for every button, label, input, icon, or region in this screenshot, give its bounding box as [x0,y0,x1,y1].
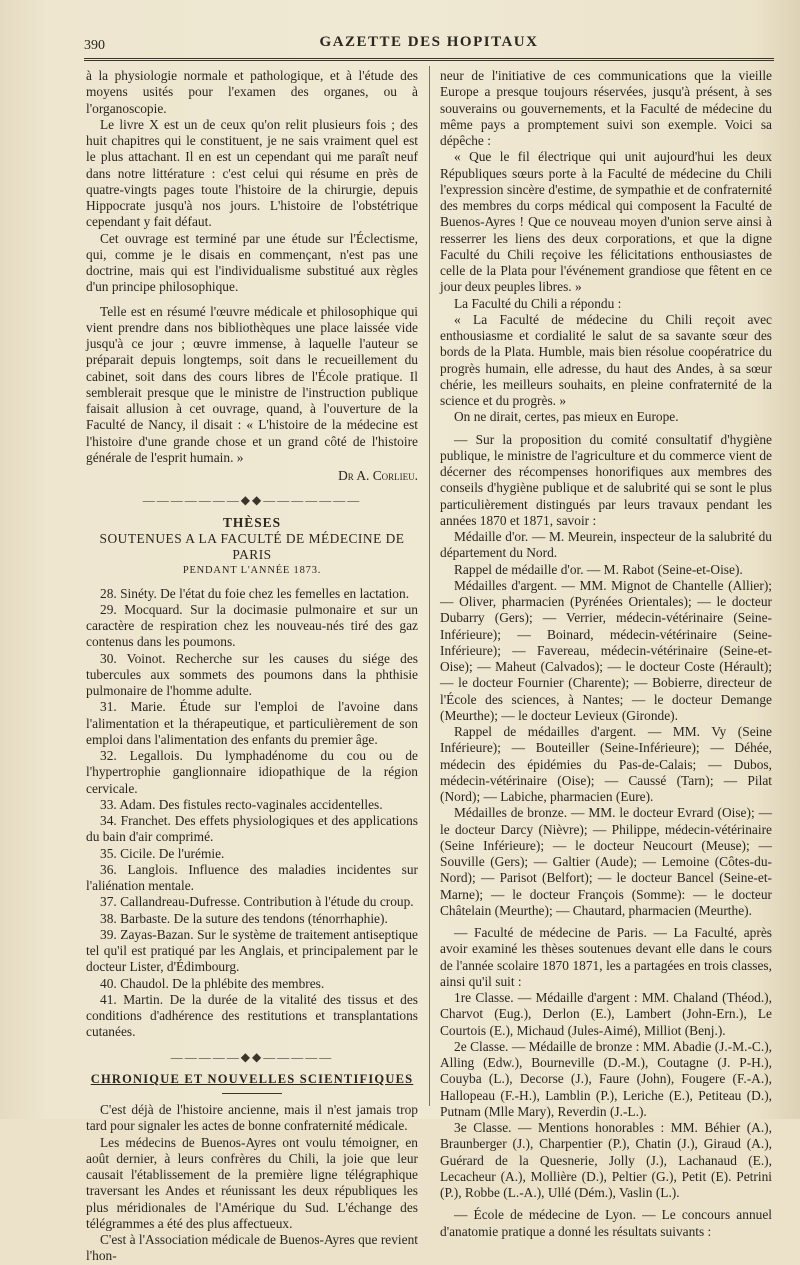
list-item: 30. Voinot. Recherche sur les causes du siége des tubercules aux sommets des poumons dans la phthisie pulmonaire de l'homme adulte. [86,650,418,698]
paragraph: Cet ouvrage est terminé par une étude sur l'Éclectisme, qui, comme je le disais en commençant, n'est pas une doctrine, mais qui est l'individualisme substitué aux règles d'un principe philosophique. [86,230,418,295]
list-item: 32. Legallois. Du lymphadénome du cou ou de l'hypertrophie ganglionnaire idiopathique de la région cervicale. [86,748,418,796]
page-header [84,30,774,61]
article-signature: Dr A. Corlieu. [338,468,418,483]
theses-period: PENDANT L'ANNÉE 1873. [182,565,322,577]
list-item: 28. Sinéty. De l'état du foie chez les femelles en lactation. [100,585,410,601]
page-number: 390 [84,38,105,53]
list-item: 31. Marie. Étude sur l'emploi de l'avoine dans l'alimentation et la thérapeutique, et particulièrement de son emploi dans l'alimentation des enfants du premier âge. [86,699,418,747]
award-entry: Médailles d'argent. — MM. Mignot de Chantelle (Allier); — Oliver, pharmacien (Pyrénées Orientales); — le docteur Dubarry (Gers); — Verrier, médecin-vétérinaire (Seine-Inférieure); — Boinard, médecin-vétérinaire (Seine-Inférieure); — Favereau, médecin-vétérinaire (Seine-et-Oise); — Maheut (Calvados); — le docteur Coste (Hérault); — le docteur Fournier (Charente); — Bobierre, directeur de l'École des sciences, à Nantes; — le docteur Demange (Meurthe); — le docteur Levieux (Gironde). [440,577,772,723]
award-entry: Rappel de médaille d'or. — M. Rabot (Seine-et-Oise). [454,561,743,577]
paragraph: Telle est en résumé l'œuvre médicale et philosophique qui vient prendre dans nos bibliothèques une place laissée vide jusqu'à ce jour ; œuvre immense, à laquelle l'auteur se préparait depuis longtemps, soit dans le recueillement du cabinet, soit dans des cours libres de l'École pratique. Il semblerait presque que le ministre de l'instruction publique faisait allusion à cet ouvrage, quand, à l'ouverture de la Faculté de Nancy, il disait : « L'histoire de la médecine est l'histoire d'une grande chose et un grand côté de l'histoire générale de l'esprit humain. » [86,303,418,465]
award-entry: Médaille d'or. — M. Meurein, inspecteur de la salubrité du département du Nord. [440,529,772,561]
paragraph: — Sur la proposition du comité consultatif d'hygiène publique, le ministre de l'agriculture et du commerce vient de décerner des récompenses honorifiques aux membres des conseils d'hygiène publique et de salubrité qui se sont le plus particulièrement distingués par leurs travaux pendant les années 1870 et 1871, savoir : [440,431,772,528]
paragraph: La Faculté du Chili a répondu : [454,295,622,311]
list-item: 29. Mocquard. Sur la docimasie pulmonaire et sur un caractère de respiration chez les nouveau-nés tiré des gaz contenus dans les poumons. [86,601,418,650]
chronique-heading: CHRONIQUE ET NOUVELLES SCIENTIFIQUES [90,1071,414,1086]
list-item: 39. Zayas-Bazan. Sur le système de traitement antiseptique tel qu'il est pratiqué par les Anglais, et principalement par le docteur Lister, d'Édimbourg. [86,926,418,975]
paragraph: — École de médecine de Lyon. — Le concours annuel d'anatomie pratique a donné les résultats suivants : [440,1207,772,1239]
paragraph: On ne dirait, certes, pas mieux en Europe. [454,409,679,425]
award-entry: 3e Classe. — Mentions honorables : MM. Béhier (A.), Braunberger (J.), Charpentier (P.), Chatin (J.), Giraud (A.), Guérard de la Quesnerie, Jolly (J.), Lachanaud (E.), Lecacheur (A.), Mollière (D.), Peltier (G.), Petit (E). Petrini (P.), Robbe (L.-A.), Ullé (Dém.), Vaslin (L.). [440,1120,772,1200]
paragraph: — Faculté de médecine de Paris. — La Faculté, après avoir examiné les thèses soutenues devant elle dans le cours de l'année scolaire 1870 1871, les a partagées en trois classes, ainsi qu'il suit : [440,925,772,989]
list-item: 37. Callandreau-Dufresse. Contribution à l'étude du croup. [100,894,414,910]
spacer [86,296,418,304]
list-item: 38. Barbaste. De la suture des tendons (ténorrhaphie). [100,910,388,926]
theses-subheading: SOUTENUES A LA FACULTÉ DE MÉDECINE DE PARIS [99,530,405,562]
quotation: « La Faculté de médecine du Chili reçoit avec enthousiasme et cordialité le salut de sa savante sœur des bords de la Plata. Humble, mais bien résolue coopératrice du progrès humain, elle adresse, du haut des Andes, à sa sœur chérie, les meilleurs souhaits, en pleine confraternité de la science et du progrès. » [440,311,772,408]
paragraph: neur de l'initiative de ces communications que la vieille Europe a presque toujours réservées, jusqu'à présent, à ses souverains ou gouvernements, et la Faculté de médecine du même pays a promptement suivi son exemple. Voici sa dépêche : [440,68,772,148]
list-item: 40. Chaudol. De la phlébite des membres. [100,975,325,991]
ornamental-divider: ―――――――◆◆――――――― [142,493,362,508]
paragraph: Les médecins de Buenos-Ayres ont voulu témoigner, en août dernier, à leurs confrères du Chili, la joie que leur causait l'établissement de la première ligne télégraphique traversant les Andes et réunissant les deux républiques les plus méridionales de l'Amérique du Sud. L'échange des télégrammes a été des plus affectueux. [86,1134,418,1231]
quotation: « Que le fil électrique qui unit aujourd'hui les deux Républiques sœurs porte à la Faculté de médecine du Chili l'expression sincère d'estime, de sympathie et de confraternité des membres du corps médical qui composent la Faculté de Buenos-Ayres ! Que ce nouveau moyen d'union serve ainsi à resserrer les liens des deux corporations, et que la digne Faculté du Chili reçoive les félicitations enthousiastes de celle de la Plata pour l'événement grandiose que fêtent en ce jour deux peuples libres. » [440,149,772,295]
column-divider [429,66,430,1106]
paragraph: C'est à l'Association médicale de Buenos-Ayres que revient l'hon- [86,1232,418,1264]
award-entry: Médailles de bronze. — MM. le docteur Evrard (Oise); — le docteur Darcy (Nièvre); — Philippe, médecin-vétérinaire (Seine Inférieure); — le docteur Neucourt (Meuse); — Souville (Gers); — Galtier (Aude); — Lemoine (Côtes-du-Nord); — Parisot (Belfort); — le docteur Bancel (Seine-et-Marne); — le docteur François (Somme): — le docteur Châtelain (Meurthe); — Chautard, pharmacien (Meurthe). [440,805,772,918]
short-rule [222,1093,282,1094]
list-item: 35. Cicile. De l'urémie. [100,845,225,861]
list-item: 34. Franchet. Des effets physiologiques et des applications du bain d'air comprimé. [86,813,418,845]
theses-list [86,586,418,1041]
award-entry: 2e Classe. — Médaille de bronze : MM. Abadie (J.-M.-C.), Alling (Edw.), Bourneville (D.-M.), Coutagne (J. P-H.), Couyba (L.), Decorse (J.), Faure (John), Fougere (F.-A.), Hallopeau (F.-H.), Lamblin (P.), Leriche (E.), Petiteau (D.), Putnam (Mlle Mary), Reverdin (J.-L.). [440,1038,772,1119]
paragraph: Le livre X est un de ceux qu'on relit plusieurs fois ; des huit chapitres qui le constituent, je ne sais vraiment quel est le plus attachant. Il en est un cependant qui me paraît neuf dans notre littérature : c'est celui qui résume en près de quatre-vingts pages toute l'histoire de la chirurgie, depuis Hippocrate jusqu'à nos jours. L'histoire de l'obstétrique cependant y fait défaut. [86,116,418,230]
left-column [86,68,418,1264]
award-entry: 1re Classe. — Médaille d'argent : MM. Chaland (Théod.), Charvot (Eug.), Derlon (E.), Lambert (John-Ern.), Le Courtois (E.), Michaud (Jules-Aimé), Milliot (Benj.). [440,990,772,1038]
right-column [440,68,772,1239]
list-item: 36. Langlois. Influence des maladies incidentes sur l'aliénation mentale. [86,861,418,893]
ornamental-divider: ―――――◆◆――――― [170,1049,334,1064]
award-entry: Rappel de médailles d'argent. — MM. Vy (Seine Inférieure); — Bouteiller (Seine-Inférieure); — Déhée, médecin des épidémies du Pas-de-Calais; — Dubos, médecin-vétérinaire (Oise); — Caussé (Tarn); — Pilat (Nord); — Labiche, pharmacien (Eure). [440,724,772,804]
paragraph: C'est déjà de l'histoire ancienne, mais il n'est jamais trop tard pour signaler les actes de bonne confraternité médicale. [86,1102,418,1134]
list-item: 41. Martin. De la durée de la vitalité des tissus et des conditions d'adhérence des restitutions et transplantations cutanées. [86,991,418,1040]
paragraph: à la physiologie normale et pathologique, et à l'étude des moyens usités pour l'examen des organes, ou à l'organoscopie. [86,68,418,116]
theses-heading: THÈSES [222,514,282,530]
running-title: GAZETTE DES HOPITAUX [319,34,539,50]
list-item: 33. Adam. Des fistules recto-vaginales accidentelles. [100,796,383,812]
